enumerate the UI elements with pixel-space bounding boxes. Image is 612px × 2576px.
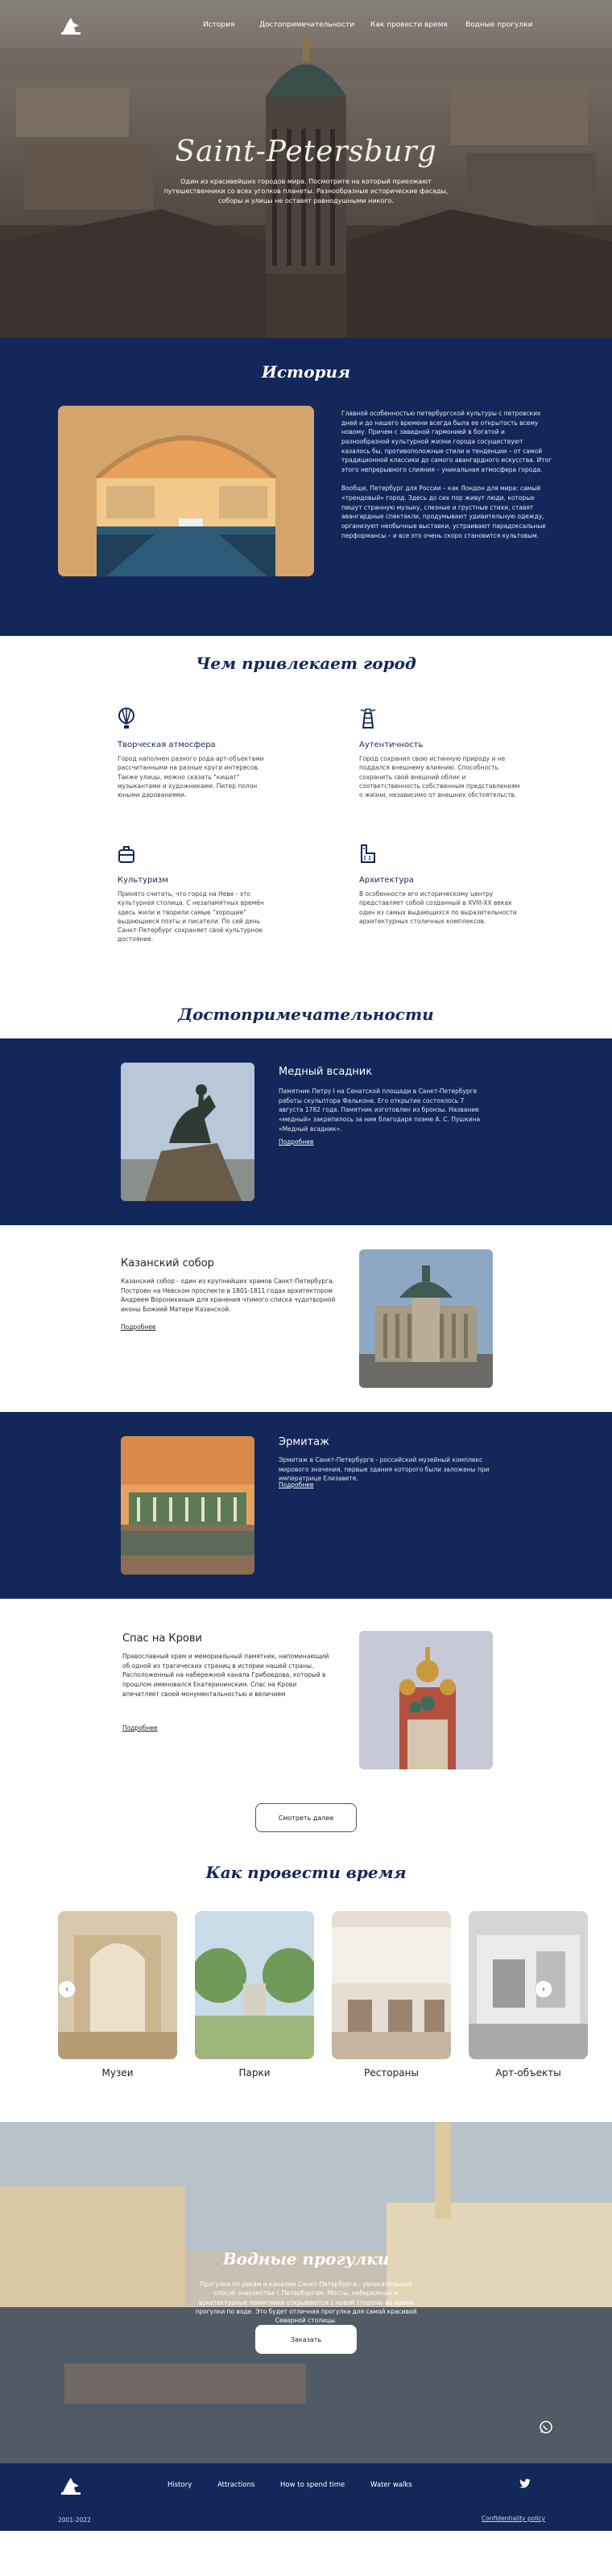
privacy-policy-link[interactable]: Confidentiality policy [482, 2515, 546, 2522]
footer [0, 2463, 612, 2531]
feature-title: Творческая атмосфера [118, 741, 216, 749]
water-walks-text: Прогулки по рекам и каналам Санкт-Петербурга - увлекательный способ знакомства с Петербургом. Мосты, набережные и архитектурные памятники открываются с новой стороны во время прогулки по воде. Это будет отличная прогулка для самой красивой Северной столицы. [195, 2281, 417, 2324]
sight-description: Эрмитаж в Санкт-Петербурге - российский музейный комплекс мирового значения, первые здания которого были заложены при императрице Елизавете. [279, 1456, 490, 1483]
activity-card[interactable] [332, 1911, 451, 2079]
sight-name: Казанский собор [121, 1257, 214, 1269]
logo-icon[interactable] [60, 14, 82, 35]
history-section [0, 338, 612, 636]
spend-time-title: Как провести время [205, 1863, 407, 1882]
activity-card[interactable] [469, 1911, 588, 2079]
feature-item [118, 707, 279, 799]
features-section [0, 636, 612, 990]
history-title: История [261, 362, 351, 382]
sight-name: Эрмитаж [279, 1436, 329, 1448]
feature-title: Аутентичность [359, 741, 424, 749]
sight-card [0, 1599, 612, 1782]
nav-attractions[interactable]: Достопримечательности [259, 21, 355, 29]
sight-image-savior-on-blood [359, 1631, 493, 1769]
carousel-prev-button[interactable] [58, 1980, 76, 1998]
sight-image-kazan-cathedral [359, 1249, 493, 1388]
chevron-left-icon: ‹ [65, 1984, 68, 1994]
water-walks-title: Водные прогулки [222, 2249, 390, 2268]
sights-header [0, 990, 612, 1038]
footer-link-attractions[interactable]: Attractions [217, 2481, 255, 2489]
hero-title: Saint-Petersburg [175, 135, 437, 168]
feature-item [359, 842, 520, 926]
sight-description: Казанский собор - один из крупнейших храмов Санкт-Петербурга. Построен на Невском проспекте в 1801-1811 годах архитектором Андреем Ворониханым для хранения чтимого списка чудотворной иконы Божией Матери Казанской. [121, 1278, 336, 1313]
activity-label: Арт-объекты [495, 2067, 561, 2079]
sight-more-link[interactable]: Подробнее [121, 1323, 156, 1331]
history-text [341, 409, 552, 550]
feature-text: В особенности его историческому центру представляет собой созданный в XVIII-XX веках один из самых выдающихся по выразительности архитектурных столичных комплексов. [359, 890, 517, 925]
sight-more-link[interactable]: Подробнее [279, 1138, 314, 1146]
top-navigation [0, 0, 612, 52]
whatsapp-icon[interactable] [539, 2420, 553, 2434]
hero-subtitle: Один из красивейших городов мира. Посмотрите на который приезжают путешественники со всех уголков планеты. Разнообразные исторические фасады, соборы и улицы не оставят равнодушными никого. [163, 178, 449, 204]
building-icon [359, 842, 377, 865]
carousel-next-button[interactable] [535, 1980, 552, 1998]
sights-title: Достопримечательности [178, 1005, 434, 1024]
sight-card [0, 1225, 612, 1412]
footer-link-spend-time[interactable]: How to spend time [280, 2481, 345, 2489]
feature-text: Принято считать, что город на Неве - это культурная столица. С незапамятных времён здесь жили и творили самые "хорошие" выдающиеся поэты и писатели. По сей день Санкт-Петербург сохраняет своё культурное достояние. [118, 890, 264, 943]
sight-card [0, 1412, 612, 1599]
feature-text: Город сохранил свою истинную природу и не поддался внешнему влиянию. Способность сохранить свой внешний облик и соответственность собственным представлениям о жизни, независимо от внешних обстоятельств. [359, 755, 520, 799]
sight-more-link[interactable]: Подробнее [279, 1481, 314, 1488]
history-image [58, 406, 314, 576]
sights-section [0, 990, 612, 1832]
sight-description: Памятник Петру I на Сенатской площади в Санкт-Петербурге работы скульптора Фальконе. Его открытие состоялось 7 августа 1782 года. Памятник изготовлен из бронзы. Название «медный» закрепилось за ним благодаря поэме А. С. Пушкина «Медный всадник». [279, 1088, 481, 1133]
features-title: Чем привлекает город [196, 654, 416, 673]
sight-name: Медный всадник [279, 1066, 373, 1078]
order-button[interactable]: Заказать [255, 2325, 357, 2354]
twitter-icon[interactable] [519, 2479, 531, 2488]
activity-image-museums [58, 1911, 177, 2059]
nav-history[interactable]: История [203, 21, 235, 29]
activity-label: Рестораны [364, 2067, 419, 2079]
activity-card[interactable] [58, 1911, 177, 2079]
sight-image-bronze-horseman [121, 1063, 254, 1201]
lighthouse-icon [359, 707, 377, 729]
sight-name: Спас на Крови [122, 1633, 202, 1645]
copyright: 2001-2022 [58, 2516, 91, 2524]
logo-icon[interactable] [60, 2475, 82, 2496]
show-more-button[interactable]: Смотреть далее [255, 1803, 357, 1832]
history-paragraph-1: Главной особенностью петербургской культуры с петровских дней и до нашего времени всегда была ее открытость всему новому. Причем с завидной гармонией в богатой и разнообразной культурной жизни города сосуществуют казалось бы, противоположные стили и тенденции – от самой традиционной классики до самого авангардного искусства. Итог этого непрерывного слияния – уникальная атмосфера города. [341, 410, 552, 473]
activity-card[interactable] [195, 1911, 314, 2079]
activity-label: Парки [238, 2067, 271, 2079]
sight-more-link[interactable]: Подробнее [122, 1724, 158, 1732]
activity-image-parks [195, 1911, 314, 2059]
water-walks-section [0, 2122, 612, 2463]
feature-title: Культуризм [118, 876, 168, 885]
footer-link-water-walks[interactable]: Water walks [370, 2481, 412, 2489]
feature-title: Архитектура [359, 876, 414, 885]
sight-description: Православный храм и мемориальный памятник, напоминающий об одной из трагических страниц в истории нашей страны. Расположенный на набережной канала Грибоедова, который в прошлом именовался Екатерининским. Спас на Крови впечатляет своей монументальностью и величием [122, 1653, 329, 1698]
feature-text: Город наполнен разного рода арт-объектами рассчитанными на разные круги интересов. Также улицы, можно сказать "кишат" музыкантами и художниками. Питер полон юными дарованиями. [118, 755, 264, 799]
feature-item [359, 707, 520, 799]
feature-item [118, 842, 279, 944]
nav-spend-time[interactable]: Как провести время [370, 21, 448, 29]
suitcase-icon [118, 842, 135, 865]
history-paragraph-2: Вообще, Петербург для России – как Лондон для мира: самый «трендовый» город. Здесь до сих пор живут люди, которые пишут странную музыку, слезные и грустные стихи, ставят авангардные спектакли, продумывают удивительную одежду, организуют необычные выставки, устраивают парадоксальные перформансы – и все это очень скоро становится культовым. [341, 485, 546, 539]
spend-time-section [0, 1832, 612, 2122]
activity-image-art-objects [469, 1911, 588, 2059]
sight-image-hermitage [121, 1436, 254, 1575]
balloon-icon [118, 707, 135, 729]
activity-image-restaurants [332, 1911, 451, 2059]
sight-card [0, 1038, 612, 1225]
nav-water-walks[interactable]: Водные прогулки [465, 21, 533, 29]
hero-section [0, 0, 612, 338]
footer-link-history[interactable]: History [167, 2481, 192, 2489]
chevron-right-icon: › [542, 1984, 545, 1994]
activity-label: Музеи [101, 2067, 134, 2079]
